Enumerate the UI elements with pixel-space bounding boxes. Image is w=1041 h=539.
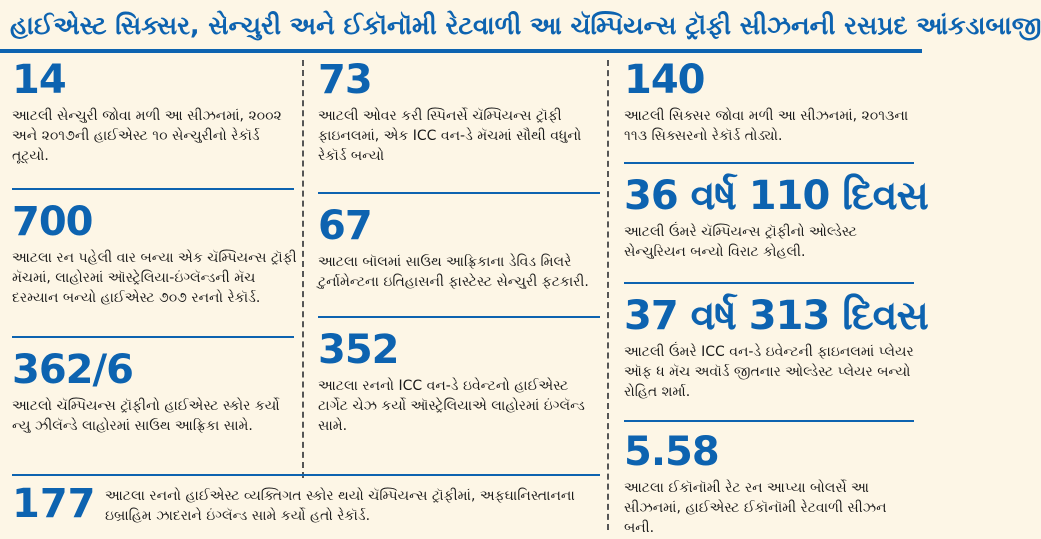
stat-card [318, 328, 602, 436]
stat-separator [624, 282, 914, 284]
stat-description: આટલા રનનો હાઈએસ્ટ વ્યક્તિગત સ્કોર થયો ચૅમ્પિયન્સ ટ્રૉફીમાં, અફઘાનિસ્તાનના ઇબ્રાહિમ ઝાદરાને ઇંગ્લૅન્ડ સામે કર્યો હતો રેકૉર્ડ. [105, 488, 575, 524]
stat-card [12, 348, 297, 436]
stat-card [624, 430, 914, 538]
stat-value: 140 [624, 57, 705, 103]
stat-card [624, 58, 914, 146]
stat-description: આટલી સિક્સર જોવા મળી આ સીઝનમાં, ૨૦૧૩ના ૧૧૩ સિક્સરનો રેકૉર્ડ તોડ્યો. [624, 108, 909, 144]
stat-separator [12, 474, 600, 476]
stat-value: 362/6 [12, 347, 133, 393]
stat-value: 36 વર્ષ 110 દિવસ [624, 173, 928, 219]
stat-value: 67 [318, 203, 372, 249]
stat-description: આટલી ઉંમરે ચૅમ્પિયન્સ ટ્રૉફીનો ઓલ્ડેસ્ટ સેન્ચુરિયન બન્યો વિરાટ કોહલી. [624, 224, 857, 260]
stat-value: 5.58 [624, 429, 719, 475]
stat-card [12, 58, 297, 166]
stat-separator [12, 336, 294, 338]
stat-description: આટલા બૉલમાં સાઉથ આફ્રિકાના ડેવિડ મિલરે ટુર્નામેન્ટના ઇતિહાસની ફાસ્ટેસ્ટ સેન્ચુરી ફટકારી. [318, 254, 589, 290]
stat-value: 352 [318, 327, 399, 373]
stat-separator [624, 162, 914, 164]
stat-separator [624, 420, 914, 422]
title-divider [0, 49, 922, 53]
page-title: હાઈએસ્ટ સિક્સર, સેન્ચુરી અને ઈકૉનૉમી રેટવાળી આ ચૅમ્પિયન્સ ટ્રૉફી સીઝનની રસપ્રદ આંકડાબાજી [10, 11, 1041, 40]
stat-description: આટલી સેન્ચુરી જોવા મળી આ સીઝનમાં, ૨૦૦૨ અને ૨૦૧૭ની હાઈએસ્ટ ૧૦ સેન્ચુરીનો રેકૉર્ડ તૂટ્યો. [12, 108, 282, 164]
stat-description: આટલા રન પહેલી વાર બન્યા એક ચૅમ્પિયન્સ ટ્રૉફી મૅચમાં, લાહોરમાં ઑસ્ટ્રેલિયા-ઇંગ્લૅન્ડની મૅચ દરમ્યાન બન્યો હાઈએસ્ટ ૭૦૭ રનનો રેકૉર્ડ. [12, 250, 297, 306]
stat-description: આટલા ઈકૉનૉમી રેટ રન આપ્યા બોલર્સે આ સીઝનમાં, હાઈએસ્ટ ઈકૉનૉમી રેટવાળી સીઝન બની. [624, 480, 887, 536]
stat-description: આટલો ચૅમ્પિયન્સ ટ્રૉફીનો હાઈએસ્ટ સ્કોર કર્યો ન્યુ ઝીલૅન્ડે લાહોરમાં સાઉથ આફ્રિકા સામે. [12, 398, 280, 434]
stat-card [318, 204, 602, 292]
stat-card [12, 200, 297, 308]
stat-description: આટલા રનનો ICC વન-ડે ઇવેન્ટનો હાઈએસ્ટ ટાર્ગેટ ચેઝ કર્યો ઑસ્ટ્રેલિયાએ લાહોરમાં ઇંગ્લૅન્ડ સામે. [318, 378, 585, 434]
stat-card [624, 293, 928, 402]
column-divider-left [302, 60, 304, 478]
stat-description: આટલી ઉંમરે ICC વન-ડે ઇવેન્ટની ફાઇનલમાં પ્લેયર ઑફ ધ મૅચ અવૉર્ડ જીતનાર ઓલ્ડેસ્ટ પ્લેયર બન્યો રોહિત શર્મા. [624, 344, 914, 400]
column-divider-right [607, 60, 609, 530]
stat-separator [12, 188, 294, 190]
stat-card [624, 173, 928, 262]
stat-value: 14 [12, 57, 66, 103]
stat-description: આટલી ઓવર કરી સ્પિનર્સે ચૅમ્પિયન્સ ટ્રૉફી ફાઇનલમાં, એક ICC વન-ડે મૅચમાં સૌથી વધુનો રેકૉર્ડ બન્યો [318, 108, 582, 164]
stat-card [318, 58, 602, 166]
stat-value: 73 [318, 57, 372, 103]
stat-separator [318, 316, 600, 318]
stat-value: 37 વર્ષ 313 દિવસ [624, 293, 928, 339]
stat-value: 700 [12, 199, 93, 245]
stat-value: 177 [12, 481, 96, 527]
stat-separator [318, 192, 600, 194]
